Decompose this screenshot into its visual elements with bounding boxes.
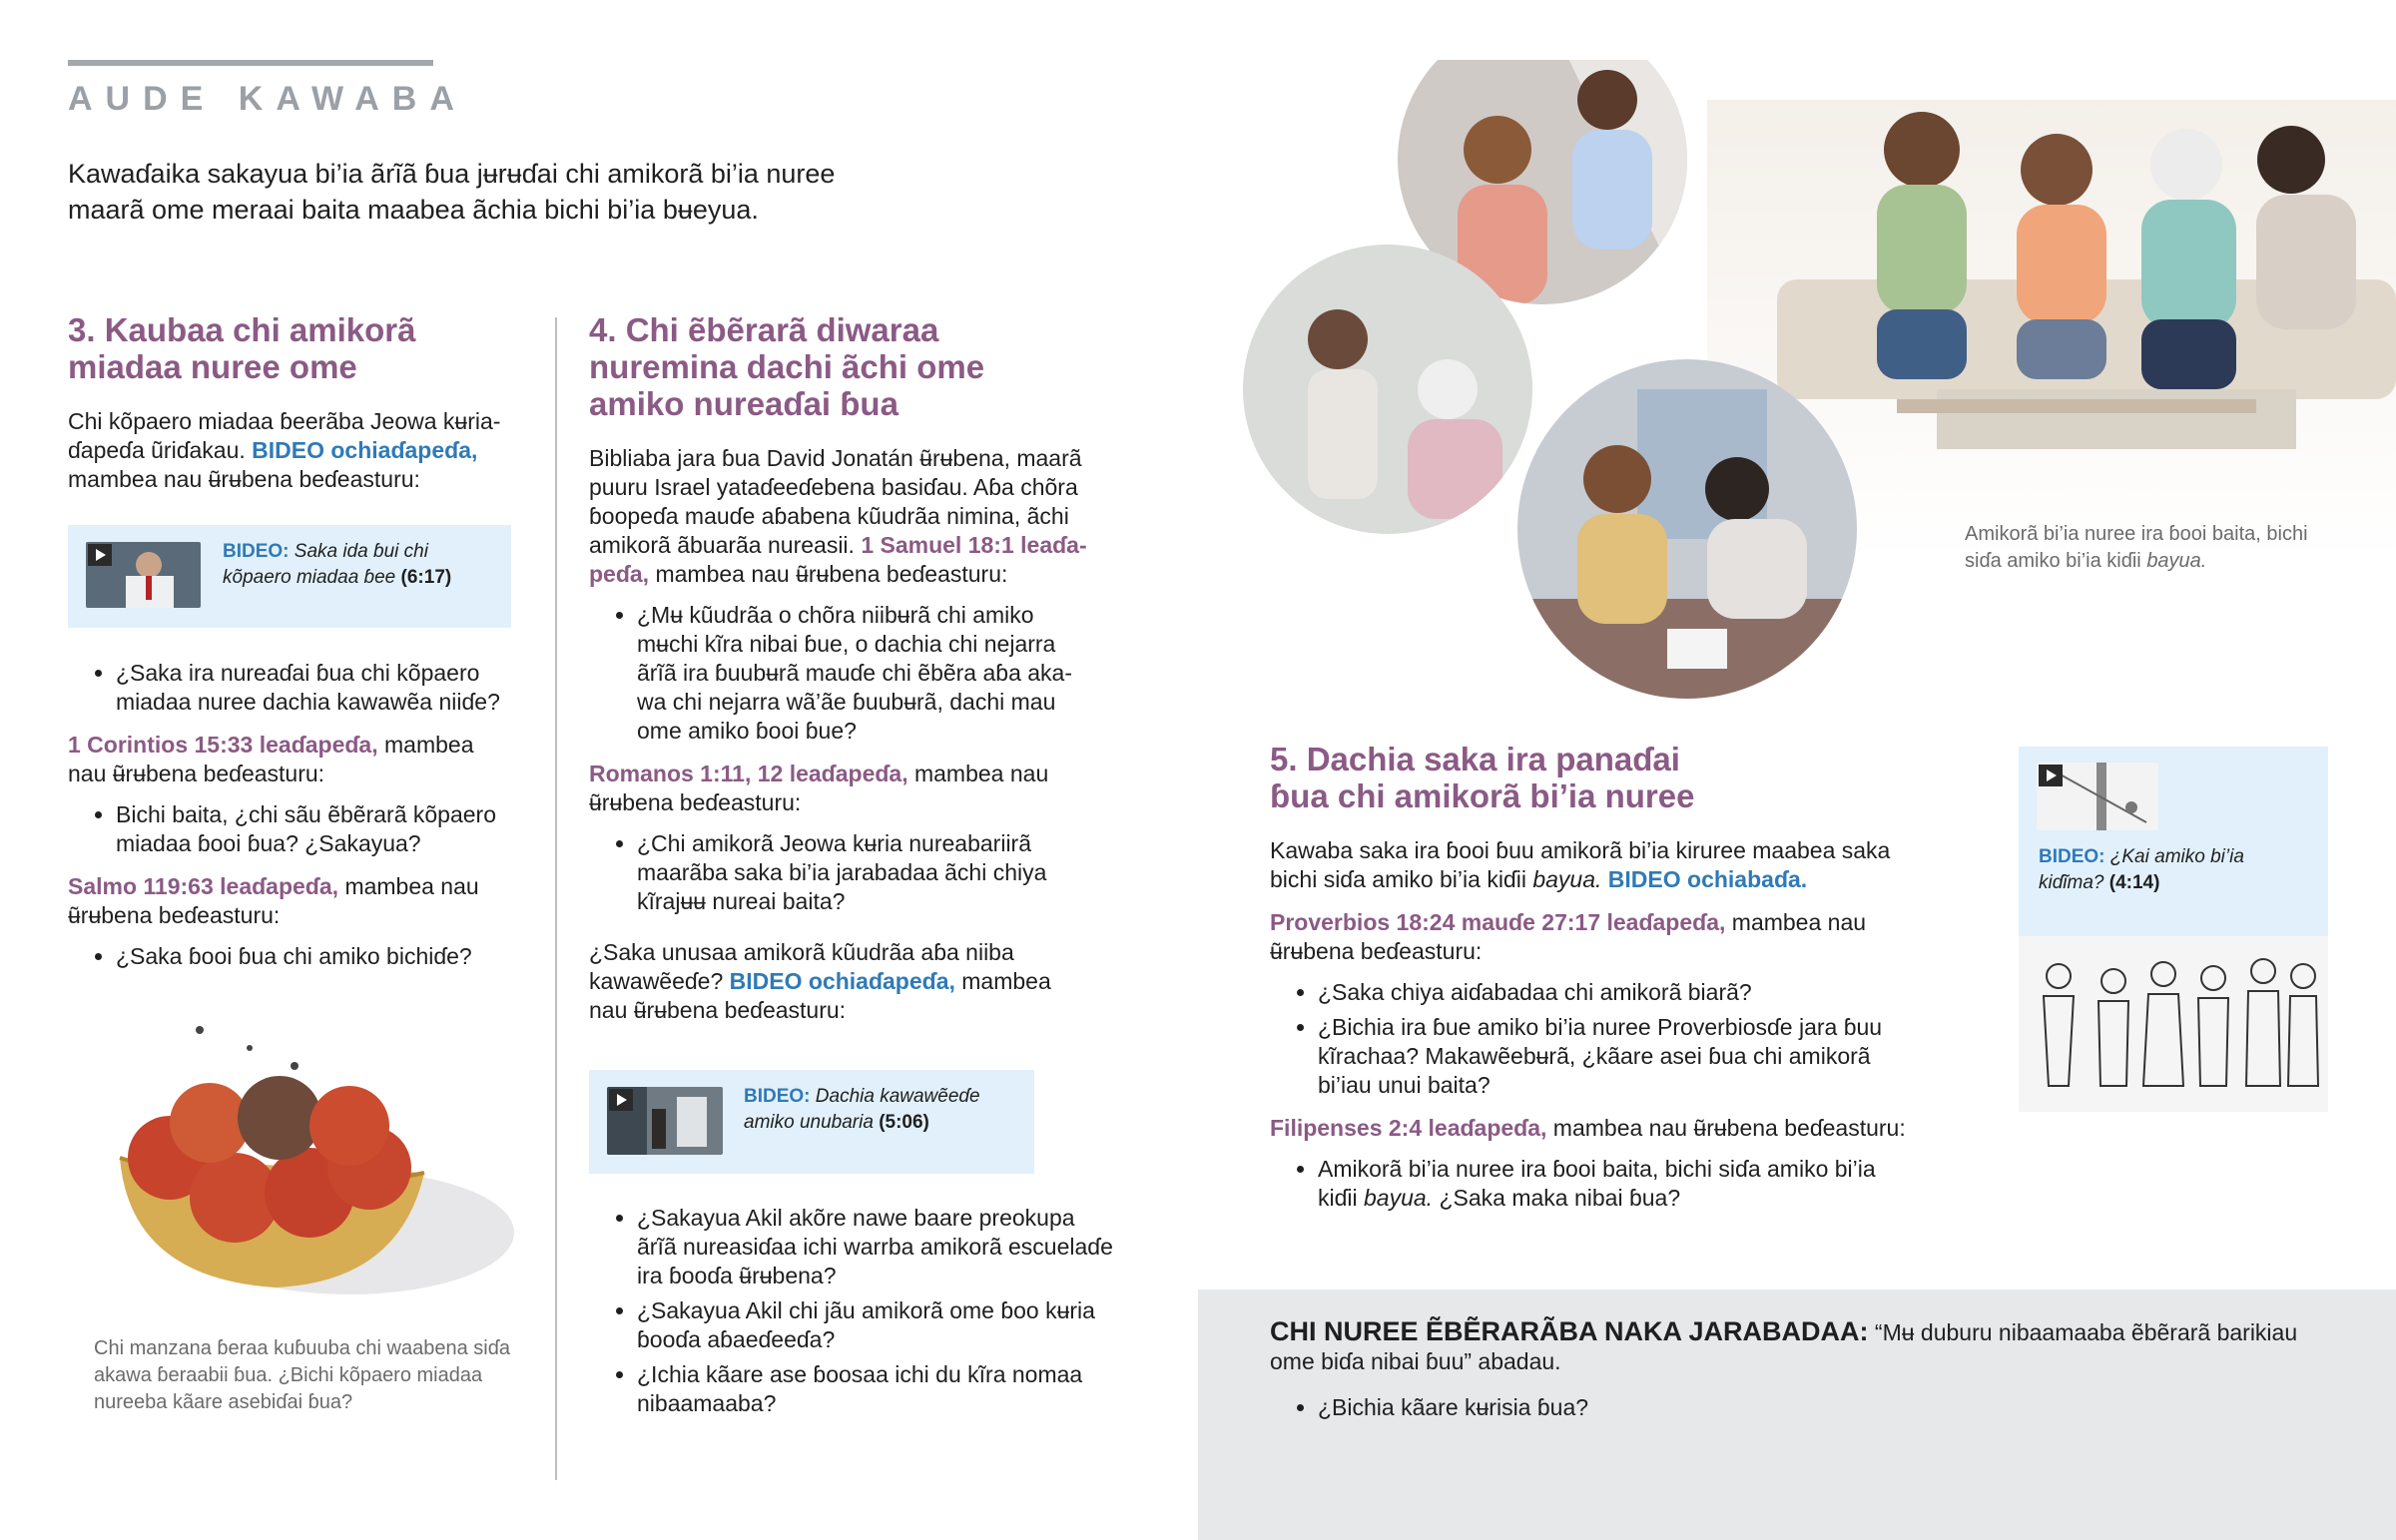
section-4-heading: 4. Chi ẽbẽrarã diwaraa nuremina dachi ãchi ome amiko nureaɗai ɓua [589, 311, 985, 422]
video-link[interactable]: BIDEO ochiaɗapeɗa, [252, 437, 478, 463]
section-3-paragraph: Chi kõpaero miadaa ɓeerãba Jeowa kʉria-ɗapeɗa ũriɗakau. BIDEO ochiaɗapeɗa, mambea nau ʉ̃rʉbena beɗeasturu: [68, 408, 501, 492]
scripture-link[interactable]: Romanos 1:11, 12 leaɗapeɗa, [589, 761, 908, 786]
question-item: • ¿Bichia kãare kʉrisia ɓua? [1318, 1393, 2316, 1422]
question-item: • ¿Saka chiya aiɗabadaa chi amikorã biarã? [1318, 978, 1909, 1007]
video-title: Saka ida ɓui chi kõpaero miadaa ɓee [223, 541, 428, 588]
question-list [589, 829, 1088, 916]
apple-caption: Chi manzana ɓeraa kuɓuuba chi waabena siɗa akawa ɓeraabii ɓua. ¿Bichi kõpaero miadaa nureeba kãare asebiɗai ɓua? [94, 1337, 510, 1413]
question-item: • ¿Mʉ kũudrãa o chõra niibʉrã chi amiko mʉchi kĩra nibai ɓue, o dachia chi nejarra ãrĩã ira ɓuubʉrã mauɗe chi ẽbẽra aɓa aka-wa chi nejarra wã’ãe ɓuubʉrã, dachi mau ome amiko ɓooi ɓue? [637, 601, 1088, 746]
question-list [1270, 1155, 1909, 1213]
scripture-ref: Salmo 119:63 leaɗapeɗa, mambea nau ʉ̃rʉbena beɗeasturu: [68, 873, 479, 928]
question-list [68, 800, 517, 858]
video-box-2[interactable]: BIDEO: Dachia kawawẽeɗe amiko unubaria (5:06) [589, 1070, 1034, 1174]
question-item: • Bichi baita, ¿chi sãu ẽbẽrarã kõpaero miadaa ɓooi ɓua? ¿Sakayua? [116, 800, 517, 858]
question-list [68, 659, 517, 717]
people-sketch [2019, 936, 2328, 1112]
question-list [589, 601, 1088, 746]
scripture-ref: Filipenses 2:4 leaɗapeɗa, mambea nau ʉ̃rʉbena beɗeasturu: [1270, 1115, 1906, 1141]
video-box-3[interactable]: BIDEO: ¿Kai amiko bi’ia kiɗĩma? (4:14) [2019, 747, 2328, 1112]
scripture-link[interactable]: 1 Corintios 15:33 leaɗapeɗa, [68, 732, 378, 758]
section-5-paragraph: Kawaba saka ira ɓooi ɓuu amikorã bi’ia kiruree maabea saka bichi siɗa amiko bi’ia kiɗii bayua. BIDEO ochiabaɗa. [1270, 837, 1891, 892]
footer-box [1198, 1289, 2396, 1540]
section-4-paragraph: Bibliaba jara ɓua David Jonatán ʉ̃rʉbena, maarã puuru Israel yataɗeeɗebena basiɗau. Aɓa chõra ɓoopeɗa mauɗe aɓabena kũudrãa nimina, ãchi amikorã ãbuarãa nureasii. 1 Samuel 18:1 leaɗa-peɗa, mambea nau ʉ̃rʉbena beɗeasturu: [589, 445, 1087, 587]
scripture-link[interactable]: Salmo 119:63 leaɗapeɗa, [68, 873, 339, 899]
question-list [1270, 978, 1909, 1100]
video-box-1[interactable]: BIDEO: Saka ida ɓui chi kõpaero miadaa ɓee (6:17) [68, 525, 511, 628]
video-link[interactable]: BIDEO ochiaɗapeɗa, [729, 968, 955, 994]
column-divider [555, 317, 557, 1480]
friends-illustration [1238, 60, 2396, 709]
video-thumbnail[interactable] [2037, 763, 2158, 830]
footer-text: CHI NUREE ẼBẼRARÃBA NAKA JARABADAA: “Mʉ duburu nibaamaaba ẽbẽrarã barikiau ome biɗa nibai ɓuu” abadau. [1270, 1316, 2298, 1374]
question-item: • ¿Sakayua Akil akõre nawe baare preokupa ãrĩã nureasiɗaa ichi warrba amikorã escuelaɗe ira ɓooɗa ʉ̃rʉbena? [637, 1204, 1118, 1290]
scripture-link[interactable]: 1 Samuel 18:1 leaɗa-peɗa, [589, 532, 1087, 587]
question-list [68, 942, 517, 971]
video-link[interactable]: BIDEO ochiabaɗa. [1607, 866, 1808, 892]
section-5 [1270, 741, 1909, 1219]
section-5-heading: 5. Dachia saka ira panaɗai ɓua chi amikorã bi’ia nuree [1270, 741, 1695, 814]
scripture-ref: Romanos 1:11, 12 leaɗapeɗa, mambea nau ʉ̃rʉbena beɗeasturu: [589, 761, 1049, 815]
question-list [589, 1204, 1118, 1418]
section-4 [589, 311, 1088, 1025]
question-item: • ¿Bichia ira ɓue amiko bi’ia nuree Proverbiosɗe jara ɓuu kĩrachaa? Makawẽebʉrã, ¿kãare asei ɓua chi amikorã bi’iau unui baita? [1318, 1013, 1909, 1100]
question-item: • ¿Ichia kãare ase ɓoosaa ichi du kĩra nomaa nibaamaaba? [637, 1360, 1118, 1418]
question-item: • ¿Sakayua Akil chi jãu amikorã ome ɓoo kʉria ɓooɗa aɓaeɗeeɗa? [637, 1296, 1118, 1354]
section-3-heading: 3. Kaubaa chi amikorã miadaa nuree ome [68, 311, 416, 385]
play-icon[interactable] [88, 544, 112, 566]
question-item: • ¿Saka ira nureaɗai ɓua chi kõpaero miadaa nuree dachia kawawẽa niiɗe? [116, 659, 517, 717]
footer-heading: CHI NUREE ẼBẼRARÃBA NAKA JARABADAA: [1270, 1316, 1869, 1346]
play-icon[interactable] [2039, 765, 2063, 786]
play-icon[interactable] [609, 1089, 633, 1111]
header-rule [68, 60, 433, 66]
video-title: ¿Kai amiko bi’ia kiɗĩma? [2039, 846, 2244, 893]
apple-bowl-illustration [100, 1008, 519, 1307]
question-item: • ¿Saka ɓooi ɓua chi amiko bichiɗe? [116, 942, 517, 971]
scripture-ref: Proverbios 18:24 mauɗe 27:17 leaɗapeɗa, mambea nau ʉ̃rʉbena beɗeasturu: [1270, 909, 1867, 964]
question-list [1270, 1393, 2316, 1428]
section-3 [68, 311, 517, 494]
question-item: • Amikorã bi’ia nuree ira ɓooi baita, bichi siɗa amiko bi’ia kiɗii bayua. ¿Saka maka nibai ɓua? [1318, 1155, 1909, 1213]
scripture-link[interactable]: Filipenses 2:4 leaɗapeɗa, [1270, 1115, 1547, 1141]
figure-caption: Amikorã bi’ia nuree ira ɓooi baita, bichi siɗa amiko bi’ia kiɗii bayua. [1965, 523, 2308, 572]
section-3-body [68, 659, 517, 977]
scripture-link[interactable]: Proverbios 18:24 mauɗe 27:17 leaɗapeɗa, [1270, 909, 1726, 935]
video-title: Dachia kawawẽeɗe amiko unubaria [744, 1086, 980, 1133]
section-4-paragraph-2: ¿Saka unusaa amikorã kũudrãa aɓa niiba kawawẽeɗe? BIDEO ochiaɗapeɗa, mambea nau ʉ̃rʉbena beɗeasturu: [589, 939, 1051, 1023]
video-thumbnail[interactable] [607, 1087, 723, 1155]
intro-text: Kawaɗaika sakayua bi’ia ãrĩã ɓua jʉrʉɗai chi amikorã bi’ia nuree maarã ome meraai baita maabea ãchia bichi bi’ia bʉeyua. [68, 159, 836, 225]
section-4-body [589, 1204, 1118, 1424]
page-title: AUDE KAWABA [68, 80, 467, 118]
scripture-ref: 1 Corintios 15:33 leaɗapeɗa, mambea nau ʉ̃rʉbena beɗeasturu: [68, 732, 474, 786]
video-thumbnail[interactable] [86, 542, 201, 608]
question-item: • ¿Chi amikorã Jeowa kʉria nureabariirã maarãba saka bi’ia jarabadaa ãchi chiya kĩrajʉʉ nureai baita? [637, 829, 1088, 916]
